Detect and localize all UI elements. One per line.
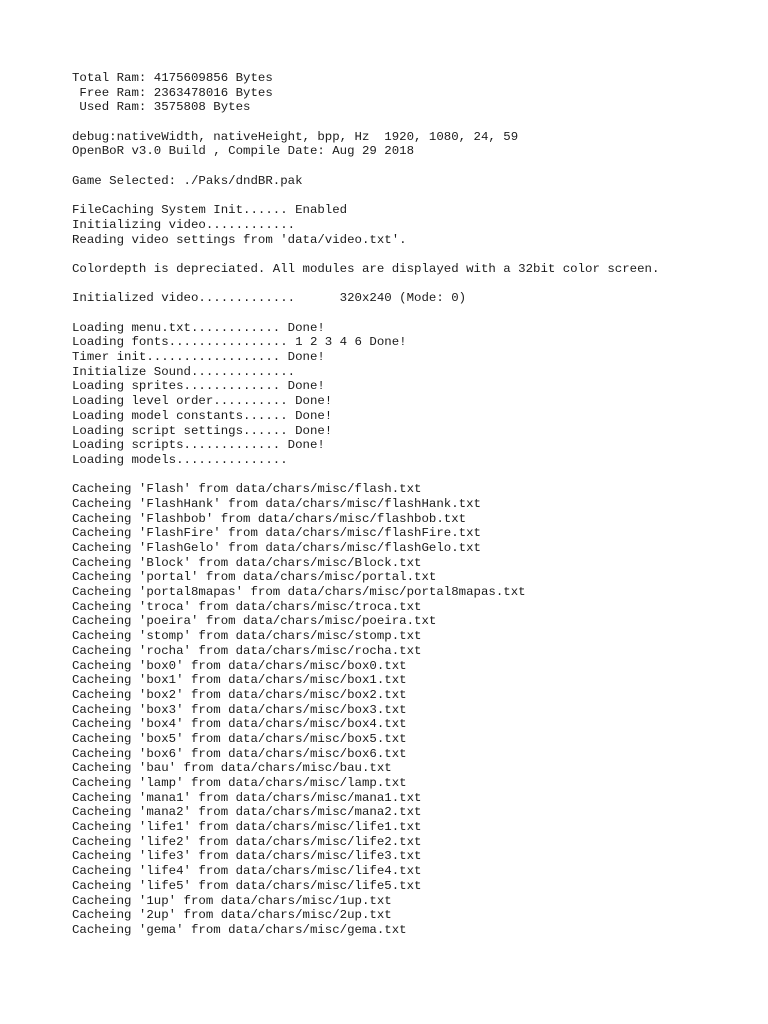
log-line: Cacheing 'poeira' from data/chars/misc/poeira.txt <box>72 614 437 629</box>
log-line: Loading sprites............. Done! <box>72 379 325 394</box>
log-line: Cacheing 'FlashFire' from data/chars/misc/flashFire.txt <box>72 526 481 541</box>
log-line: Timer init.................. Done! <box>72 350 325 365</box>
log-line: Cacheing 'stomp' from data/chars/misc/stomp.txt <box>72 629 422 644</box>
log-line: Initialized video............. 320x240 (Mode: 0) <box>72 291 467 306</box>
log-line: Loading model constants...... Done! <box>72 408 333 423</box>
log-line: Cacheing '1up' from data/chars/misc/1up.txt <box>72 893 392 908</box>
blank-line <box>72 189 762 204</box>
blank-line <box>72 277 762 292</box>
log-line: Cacheing 'portal8mapas' from data/chars/misc/portal8mapas.txt <box>72 585 526 600</box>
blank-line <box>72 468 762 483</box>
log-line: Loading menu.txt............ Done! <box>72 320 325 335</box>
log-line: Cacheing 'rocha' from data/chars/misc/rocha.txt <box>72 643 422 658</box>
log-line: Used Ram: 3575808 Bytes <box>72 100 251 115</box>
log-line: Total Ram: 4175609856 Bytes <box>72 71 273 85</box>
log-line: Free Ram: 2363478016 Bytes <box>72 85 273 100</box>
log-line: Loading models............... <box>72 452 288 467</box>
log-line: Cacheing 'mana1' from data/chars/misc/mana1.txt <box>72 790 422 805</box>
log-line: Cacheing 'troca' from data/chars/misc/troca.txt <box>72 599 422 614</box>
log-line: Cacheing 'box0' from data/chars/misc/box0.txt <box>72 658 407 673</box>
log-line: Cacheing '2up' from data/chars/misc/2up.txt <box>72 908 392 923</box>
log-line: Game Selected: ./Paks/dndBR.pak <box>72 173 303 188</box>
log-line: Loading script settings...... Done! <box>72 423 333 438</box>
blank-line <box>72 115 762 130</box>
log-line: OpenBoR v3.0 Build , Compile Date: Aug 29 2018 <box>72 144 415 159</box>
log-line: Cacheing 'lamp' from data/chars/misc/lamp.txt <box>72 776 407 790</box>
log-line: Cacheing 'life3' from data/chars/misc/life3.txt <box>72 849 422 864</box>
log-line: Cacheing 'Block' from data/chars/misc/Block.txt <box>72 555 422 570</box>
log-line: Cacheing 'box1' from data/chars/misc/box1.txt <box>72 673 407 688</box>
log-line: Cacheing 'mana2' from data/chars/misc/mana2.txt <box>72 805 422 820</box>
log-line: Cacheing 'life4' from data/chars/misc/life4.txt <box>72 864 422 879</box>
log-line: Cacheing 'Flashbob' from data/chars/misc/flashbob.txt <box>72 511 467 526</box>
log-line: Cacheing 'box5' from data/chars/misc/box5.txt <box>72 731 407 746</box>
log-line: Loading fonts................ 1 2 3 4 6 Done! <box>72 335 407 350</box>
log-line: Initialize Sound.............. <box>72 364 296 379</box>
log-line: Cacheing 'life2' from data/chars/misc/life2.txt <box>72 834 422 849</box>
log-line: Cacheing 'FlashHank' from data/chars/misc/flashHank.txt <box>72 496 481 511</box>
log-line: Loading level order.......... Done! <box>72 394 333 409</box>
log-line: Reading video settings from 'data/video.txt'. <box>72 232 407 247</box>
log-line: Cacheing 'box3' from data/chars/misc/box3.txt <box>72 702 407 717</box>
log-line: debug:nativeWidth, nativeHeight, bpp, Hz 1920, 1080, 24, 59 <box>72 129 519 144</box>
log-line: Colordepth is depreciated. All modules are displayed with a 32bit color screen. <box>72 261 660 276</box>
log-line: Cacheing 'life5' from data/chars/misc/life5.txt <box>72 878 422 893</box>
blank-line <box>72 247 762 262</box>
log-line: Cacheing 'bau' from data/chars/misc/bau.txt <box>72 761 392 776</box>
log-line: Cacheing 'box6' from data/chars/misc/box6.txt <box>72 746 407 761</box>
log-line: Loading scripts............. Done! <box>72 438 325 453</box>
log-line: Cacheing 'FlashGelo' from data/chars/misc/flashGelo.txt <box>72 541 481 555</box>
log-line: Cacheing 'box2' from data/chars/misc/box2.txt <box>72 687 407 702</box>
log-line: Cacheing 'box4' from data/chars/misc/box4.txt <box>72 717 407 732</box>
log-line: FileCaching System Init...... Enabled <box>72 203 348 218</box>
log-line: Cacheing 'Flash' from data/chars/misc/flash.txt <box>72 482 422 497</box>
blank-line <box>72 159 762 174</box>
log-output <box>72 71 762 938</box>
log-line: Initializing video............ <box>72 217 296 232</box>
log-line: Cacheing 'portal' from data/chars/misc/portal.txt <box>72 570 437 585</box>
log-line: Cacheing 'life1' from data/chars/misc/life1.txt <box>72 820 422 835</box>
blank-line <box>72 306 762 321</box>
log-line: Cacheing 'gema' from data/chars/misc/gema.txt <box>72 922 407 937</box>
